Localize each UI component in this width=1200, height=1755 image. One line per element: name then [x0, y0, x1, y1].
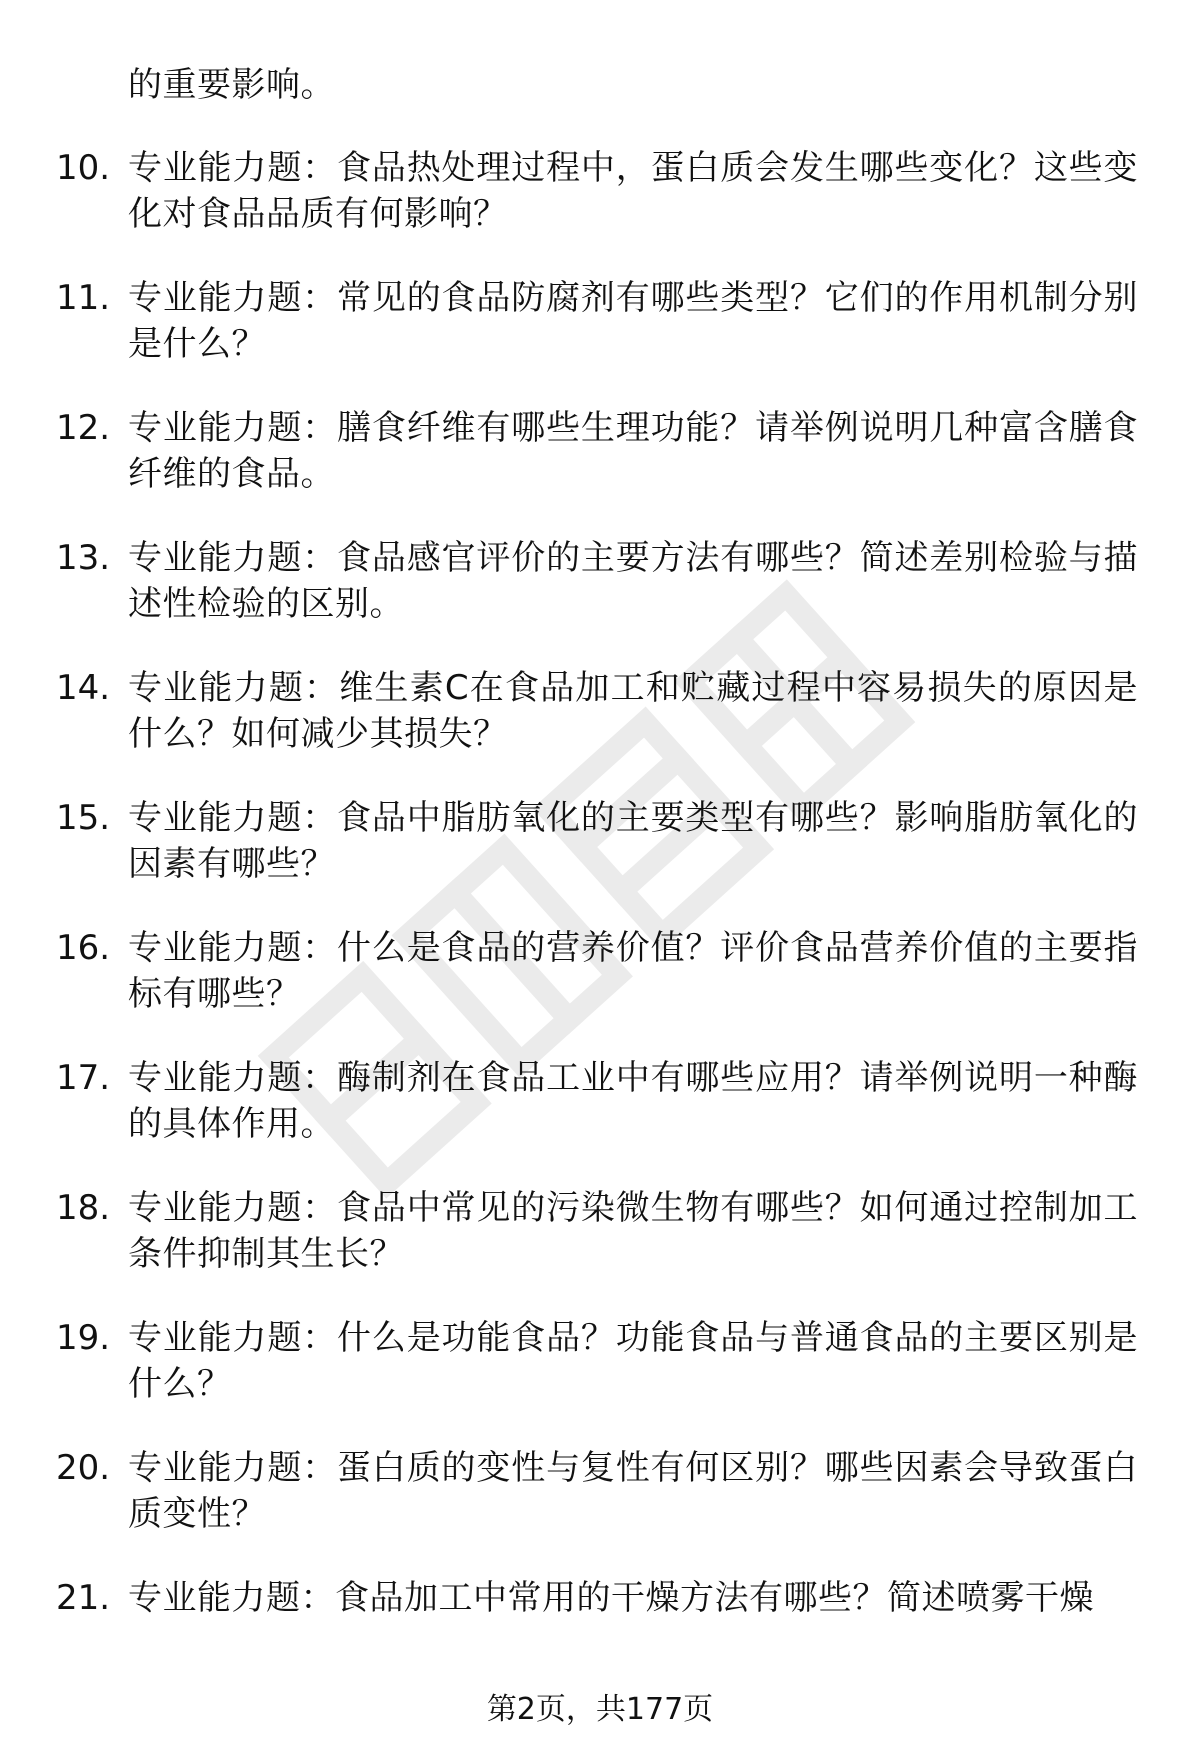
question-number: 10.	[56, 148, 111, 188]
question-number: 21.	[56, 1578, 111, 1618]
page-number-label: 第2页，共177页	[486, 1692, 714, 1727]
question-number: 11.	[56, 278, 111, 318]
question-text: 专业能力题：维生素C在食品加工和贮藏过程中容易损失的原因是什么？如何减少其损失？	[128, 668, 1138, 754]
question-number: 14.	[56, 668, 111, 708]
question-text: 专业能力题：食品热处理过程中，蛋白质会发生哪些变化？这些变化对食品品质有何影响？	[128, 148, 1138, 234]
question-item	[0, 1185, 1200, 1315]
question-item	[0, 405, 1200, 535]
question-item	[0, 1315, 1200, 1445]
question-number: 17.	[56, 1058, 111, 1098]
question-text: 专业能力题：什么是食品的营养价值？评价食品营养价值的主要指标有哪些？	[128, 928, 1138, 1014]
question-item	[0, 665, 1200, 795]
question-text: 专业能力题：食品感官评价的主要方法有哪些？简述差别检验与描述性检验的区别。	[128, 538, 1138, 624]
question-number: 20.	[56, 1448, 111, 1488]
question-number: 19.	[56, 1318, 111, 1358]
question-text: 专业能力题：酶制剂在食品工业中有哪些应用？请举例说明一种酶的具体作用。	[128, 1058, 1138, 1144]
question-item	[0, 925, 1200, 1055]
question-number: 13.	[56, 538, 111, 578]
question-number: 12.	[56, 408, 111, 448]
question-text: 专业能力题：食品中常见的污染微生物有哪些？如何通过控制加工条件抑制其生长？	[128, 1188, 1138, 1274]
question-item	[0, 145, 1200, 275]
question-list	[0, 145, 1200, 1705]
question-text: 专业能力题：膳食纤维有哪些生理功能？请举例说明几种富含膳食纤维的食品。	[128, 408, 1138, 494]
page-footer	[0, 1690, 1200, 1730]
question-item	[0, 275, 1200, 405]
question-item	[0, 1575, 1200, 1705]
question-item	[0, 1055, 1200, 1185]
question-text: 专业能力题：蛋白质的变性与复性有何区别？哪些因素会导致蛋白质变性？	[128, 1448, 1138, 1534]
question-text: 专业能力题：常见的食品防腐剂有哪些类型？它们的作用机制分别是什么？	[128, 278, 1138, 364]
question-item	[0, 795, 1200, 925]
question-number: 15.	[56, 798, 111, 838]
question-item	[0, 1445, 1200, 1575]
question-number: 18.	[56, 1188, 111, 1228]
question-item	[0, 535, 1200, 665]
question-text: 专业能力题：什么是功能食品？功能食品与普通食品的主要区别是什么？	[128, 1318, 1138, 1404]
question-text: 专业能力题：食品中脂肪氧化的主要类型有哪些？影响脂肪氧化的因素有哪些？	[128, 798, 1138, 884]
continuation-text: 的重要影响。	[128, 65, 335, 105]
question-number: 16.	[56, 928, 111, 968]
question-text: 专业能力题：食品加工中常用的干燥方法有哪些？简述喷雾干燥	[128, 1578, 1094, 1618]
